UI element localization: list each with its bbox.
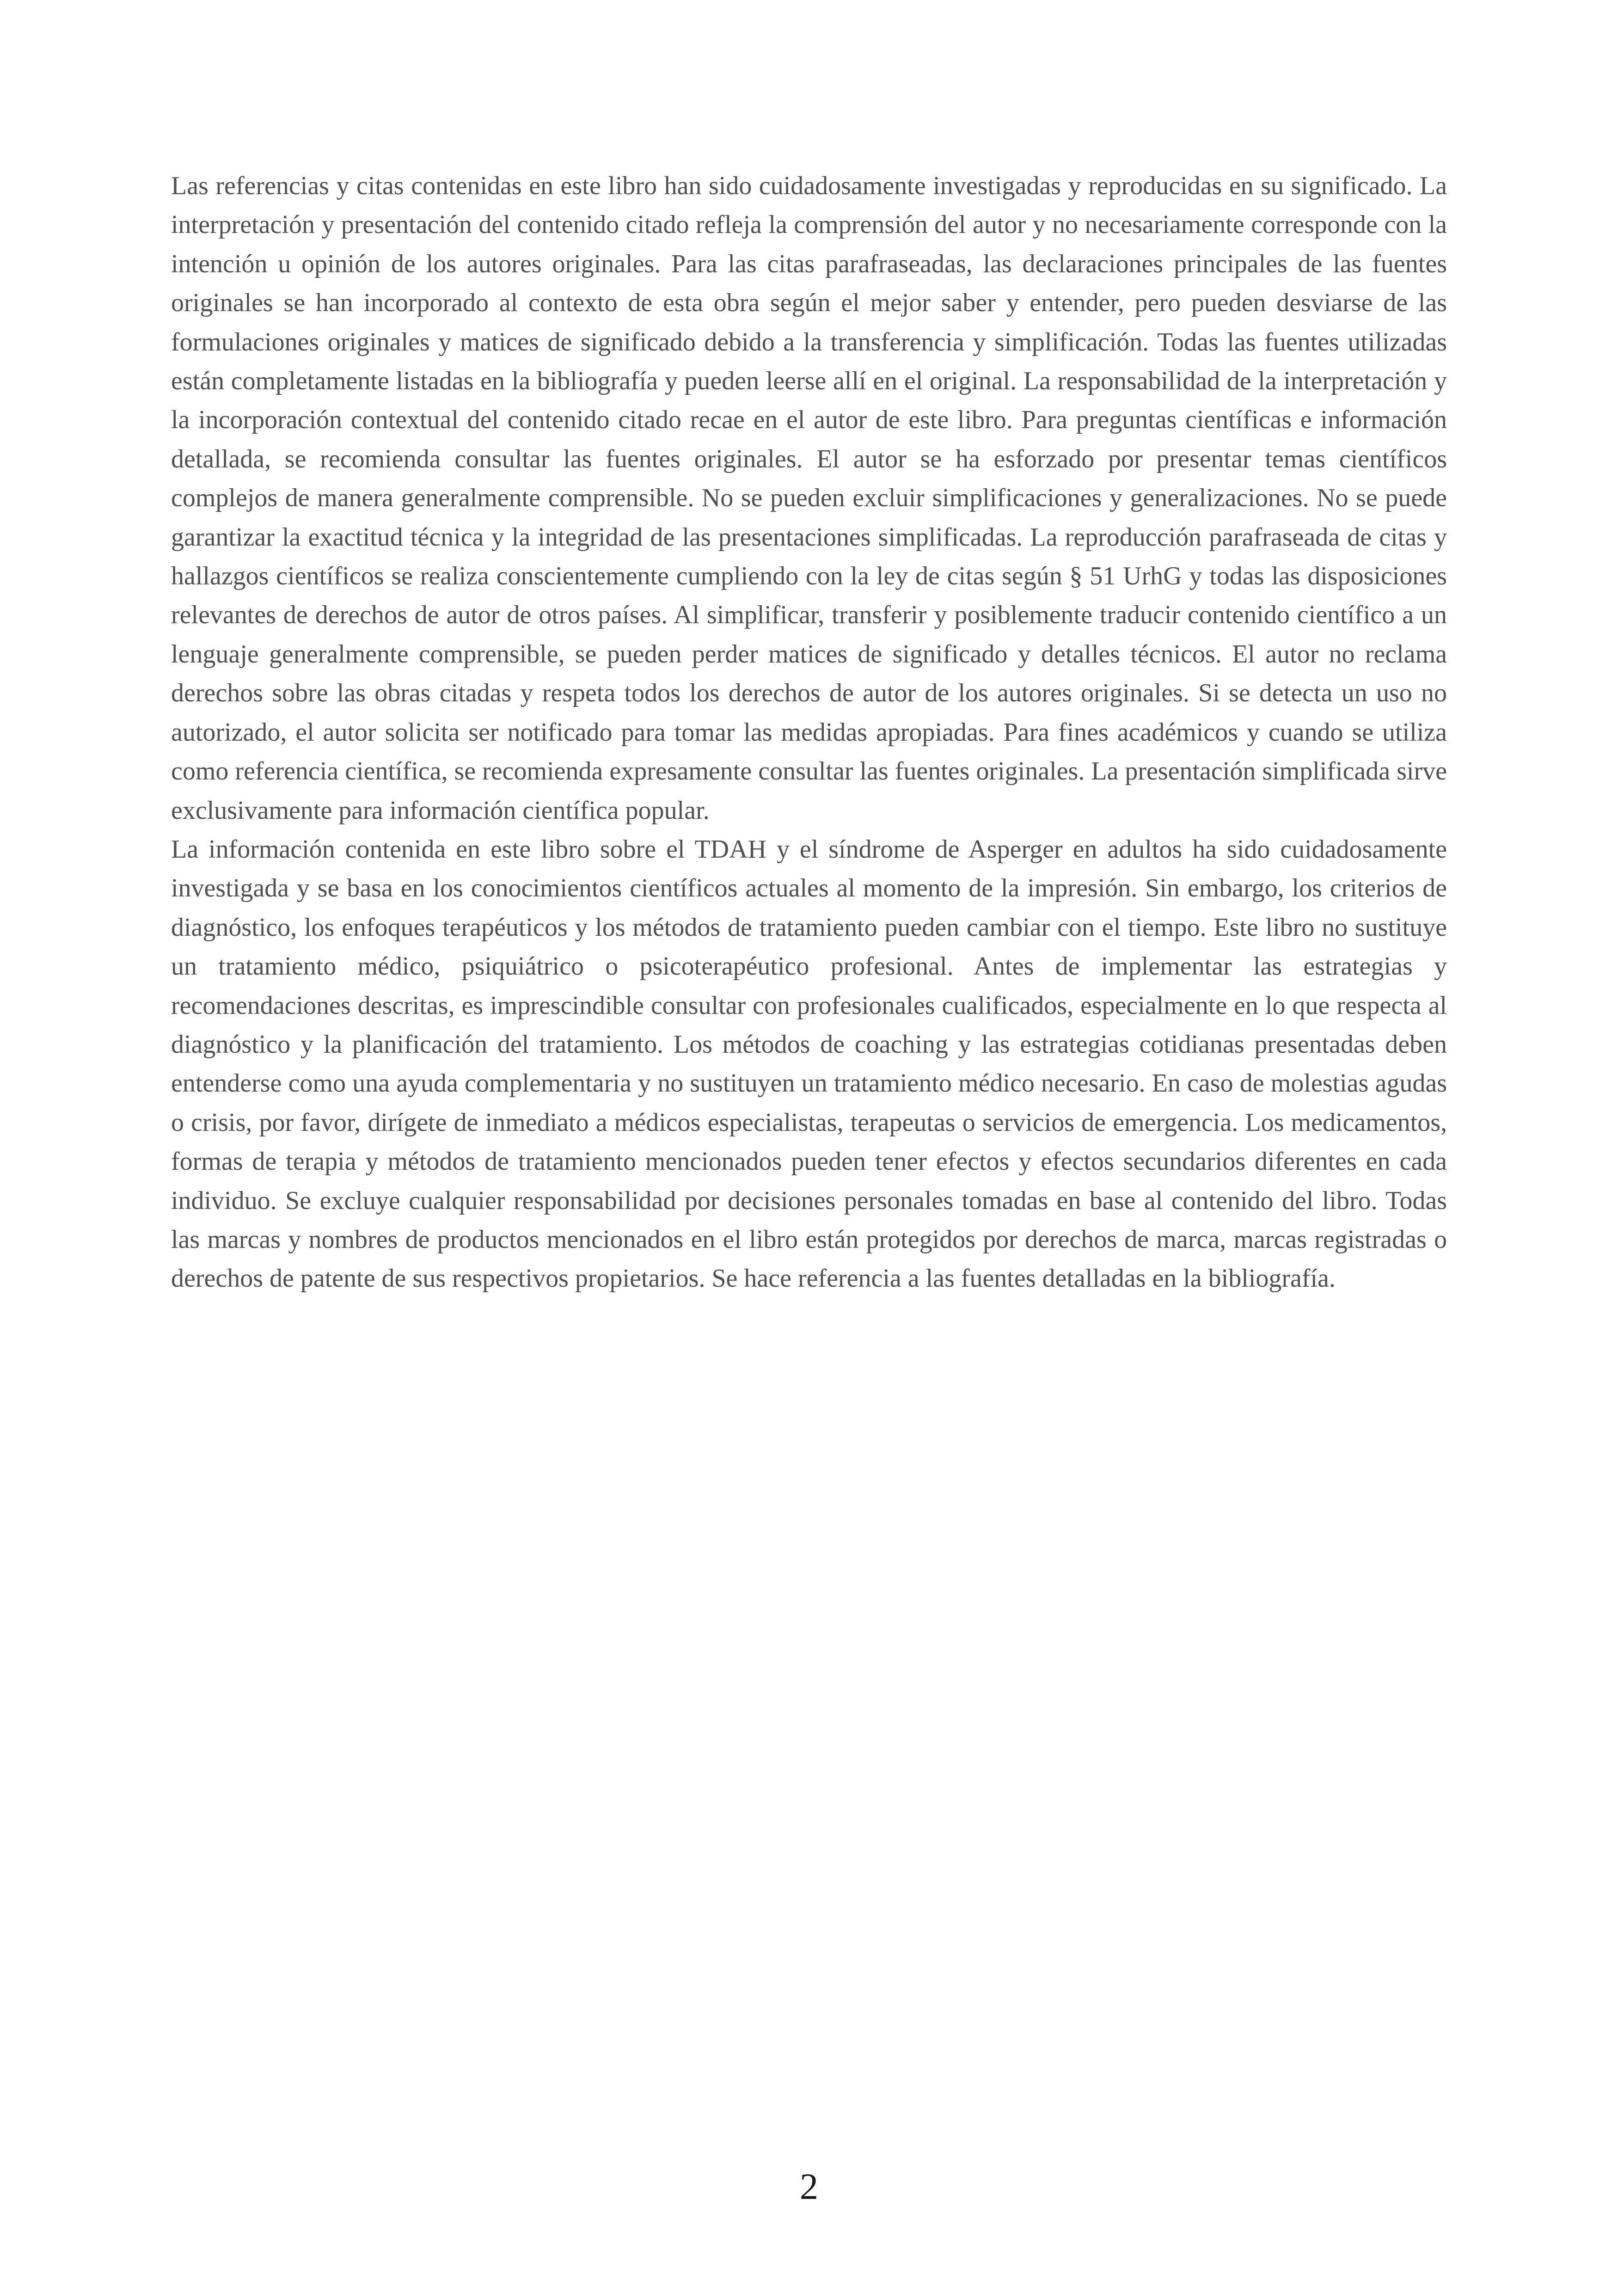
- body-text: [171, 166, 1447, 1298]
- disclaimer-paragraph-medical: La información contenida en este libro sobre el TDAH y el síndrome de Asperger en adultos ha sido cuidadosamente investigada y se basa en los conocimientos científicos actuales al momento de la impresión. Sin embargo, los criterios de diagnóstico, los enfoques terapéuticos y los métodos de tratamiento pueden cambiar con el tiempo. Este libro no sustituye un tratamiento médico, psiquiátrico o psicoterapéutico profesional. Antes de implementar las estrategias y recomendaciones descritas, es imprescindible consultar con profesionales cualificados, especialmente en lo que respecta al diagnóstico y la planificación del tratamiento. Los métodos de coaching y las estrategias cotidianas presentadas deben entenderse como una ayuda complementaria y no sustituyen un tratamiento médico necesario. En caso de molestias agudas o crisis, por favor, dirígete de inmediato a médicos especialistas, terapeutas o servicios de emergencia. Los medicamentos, formas de terapia y métodos de tratamiento mencionados pueden tener efectos y efectos secundarios diferentes en cada individuo. Se excluye cualquier responsabilidad por decisiones personales tomadas en base al contenido del libro. Todas las marcas y nombres de productos mencionados en el libro están protegidos por derechos de marca, marcas registradas o derechos de patente de sus respectivos propietarios. Se hace referencia a las fuentes detalladas en la bibliografía.: [171, 835, 1447, 1293]
- page-number: 2: [800, 2167, 818, 2207]
- disclaimer-paragraph-citations: Las referencias y citas contenidas en este libro han sido cuidadosamente investigadas y reproducidas en su significado. La interpretación y presentación del contenido citado refleja la comprensión del autor y no necesariamente corresponde con la intención u opinión de los autores originales. Para las citas parafraseadas, las declaraciones principales de las fuentes originales se han incorporado al contexto de esta obra según el mejor saber y entender, pero pueden desviarse de las formulaciones originales y matices de significado debido a la transferencia y simplificación. Todas las fuentes utilizadas están completamente listadas en la bibliografía y pueden leerse allí en el original. La responsabilidad de la interpretación y la incorporación contextual del contenido citado recae en el autor de este libro. Para preguntas científicas e información detallada, se recomienda consultar las fuentes originales. El autor se ha esforzado por presentar temas científicos complejos de manera generalmente comprensible. No se pueden excluir simplificaciones y generalizaciones. No se puede garantizar la exactitud técnica y la integridad de las presentaciones simplificadas. La reproducción parafraseada de citas y hallazgos científicos se realiza conscientemente cumpliendo con la ley de citas según § 51 UrhG y todas las disposiciones relevantes de derechos de autor de otros países. Al simplificar, transferir y posiblemente traducir contenido científico a un lenguaje generalmente comprensible, se pueden perder matices de significado y detalles técnicos. El autor no reclama derechos sobre las obras citadas y respeta todos los derechos de autor de los autores originales. Si se detecta un uso no autorizado, el autor solicita ser notificado para tomar las medidas apropiadas. Para fines académicos y cuando se utiliza como referencia científica, se recomienda expresamente consultar las fuentes originales. La presentación simplificada sirve exclusivamente para información científica popular.: [171, 172, 1447, 825]
